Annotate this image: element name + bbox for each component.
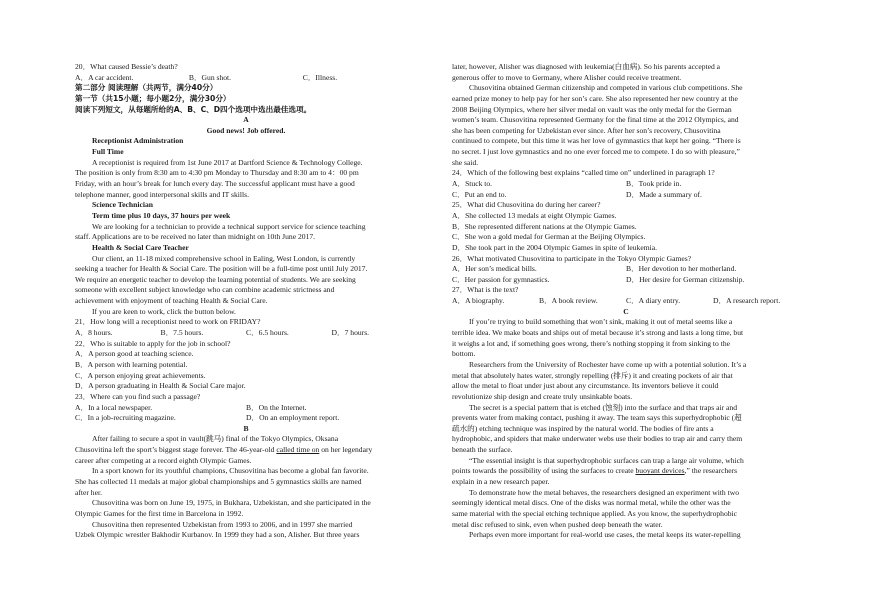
paragraph-line: continued to compete, but this time it was her love of gymnastics that kept her going. “There is xyxy=(452,136,741,146)
passage-b-label: B xyxy=(243,423,249,433)
paragraph-line: after her. xyxy=(75,487,102,497)
paragraph-line: explain in a new research paper. xyxy=(452,476,550,486)
paragraph-line xyxy=(75,445,417,456)
question-27: 27．What is the text? xyxy=(452,285,519,295)
question-24: 24．Which of the following best explains “called time on” underlined in paragraph 1? xyxy=(452,168,715,178)
paragraph-line: She has collected 11 medals at major global championships and 5 gymnastics skills are named xyxy=(75,476,362,486)
job-2-title: Science Technician xyxy=(92,200,153,210)
underlined-phrase: buoyant devices xyxy=(635,466,685,476)
question-25: 25．What did Chusovitina do during her career? xyxy=(452,200,601,210)
paragraph-line: We are looking for a technician to provide a technical support service for science teaching xyxy=(92,221,366,231)
part-2-heading: 第二部分 阅读理解（共两节，满分40分） xyxy=(75,83,218,93)
passage-a-label: A xyxy=(243,115,249,125)
question-20: 20．What caused Bessie’s death? xyxy=(75,62,178,71)
paragraph-line: If you’re trying to build something that won’t sink, making it out of metal seems like a xyxy=(469,317,733,327)
option: C．6.5 hours. xyxy=(246,328,289,338)
option: A．A biography. xyxy=(452,296,505,306)
paragraph-line: hydrophobic, and spiders that make underwater webs use their bodies to trap air and carry them xyxy=(452,434,743,444)
paragraph-line: it weighs a lot and, if something goes wrong, there’s nothing stopping it from sinking to the xyxy=(452,338,730,348)
option: B．She represented different nations at the Olympic Games. xyxy=(452,221,637,231)
question-22: 22．Who is suitable to apply for the job in school? xyxy=(75,338,231,348)
paragraph-line: prevents water from making contact, pushing it away. The team says this superhydrophobic (超 xyxy=(452,413,742,423)
option: D．Her desire for German citizenship. xyxy=(626,274,745,284)
paragraph-line: metal disc refused to sink, even when pushed deep beneath the water. xyxy=(452,519,663,529)
text-run: on her legendary xyxy=(319,445,373,455)
option: C．She won a gold medal for German at the Beijing Olympics. xyxy=(452,232,646,242)
paragraph-line: someone with excellent subject knowledge who can combine academic strictness and xyxy=(75,285,335,295)
option: C．In a job-recruiting magazine. xyxy=(75,413,176,423)
paragraph-line: achievement with enjoyment of teaching Health & Social Care. xyxy=(75,296,268,306)
option: D．A person graduating in Health & Social Care major. xyxy=(75,381,246,391)
question-23-options xyxy=(75,403,417,414)
question-26-options xyxy=(452,264,800,275)
option: D．A research report. xyxy=(713,296,781,306)
paragraph-line: seemingly identical metal discs. One of the disks was normal metal, while the other was the xyxy=(452,498,731,508)
option: C．Illness. xyxy=(302,72,338,82)
option: A．A car accident. xyxy=(75,72,134,82)
option: B．7.5 hours. xyxy=(160,328,204,338)
option: A．In a local newspaper. xyxy=(75,402,153,412)
option: C．Put an end to. xyxy=(452,189,507,199)
passage-c-label: C xyxy=(623,306,629,316)
paragraph-line: metal that absolutely hates water, strongly repelling (排斥) it and creating pockets of air that xyxy=(452,370,733,380)
option: B．A person with learning potential. xyxy=(75,359,188,369)
text-run: points towards the possibility of using the surfaces to create xyxy=(452,466,636,476)
paragraph-line: A receptionist is required from 1st June 2017 at Dartford Science & Technology College. xyxy=(92,157,363,167)
paragraph-line: Chusovitina was born on June 19, 1975, in Bukhara, Uzbekistan, and she participated in the xyxy=(92,498,371,508)
option: B．Took pride in. xyxy=(626,179,682,189)
paragraph-line: no secret. I just love gymnastics and no one ever forced me to compete. I do so with pleasure,” xyxy=(452,147,740,157)
question-23: 23．Where can you find such a passage? xyxy=(75,391,201,401)
option: D．Made a summary of. xyxy=(626,189,702,199)
option: B．On the Internet. xyxy=(246,402,307,412)
option: B．Her devotion to her motherland. xyxy=(626,264,737,274)
paragraph-line: Uzbek Olympic wrestler Bakhodir Kurbanov. In 1999 they had a son, Alisher. But three years xyxy=(75,530,360,540)
paragraph-line: After failing to secure a spot in vault(跳马) final of the Tokyo Olympics, Oksana xyxy=(92,434,339,444)
paragraph-line: The secret is a special pattern that is etched (蚀刻) into the surface and that traps air and xyxy=(469,402,737,412)
option: B．A book review. xyxy=(539,296,598,306)
paragraph-line: To demonstrate how the metal behaves, the researchers designed an experiment with two xyxy=(469,487,740,497)
question-26: 26．What motivated Chusovitina to participate in the Tokyo Olympic Games? xyxy=(452,253,692,263)
question-21-options xyxy=(75,328,417,339)
paragraph-line xyxy=(452,466,800,477)
job-2-subtitle: Term time plus 10 days, 37 hours per week xyxy=(92,210,231,220)
paragraph-line: bottom. xyxy=(452,349,476,359)
question-27-options xyxy=(452,296,800,307)
paragraph-line: career after competing at a record eighth Olympic Games. xyxy=(75,455,252,465)
paragraph-line: Our client, an 11-18 mixed comprehensive school in Ealing, West London, is currently xyxy=(92,253,356,263)
paragraph-line: later, however, Alisher was diagnosed with leukemia(白血病). So his parents accepted a xyxy=(452,62,721,71)
paragraph-line: allow the metal to float under just about any circumstance. Its inventors believe it could xyxy=(452,381,719,391)
question-24-options xyxy=(452,190,800,201)
paragraph-line: she said. xyxy=(452,157,479,167)
option: C．Her passion for gymnastics. xyxy=(452,274,550,284)
job-3-title: Health & Social Care Teacher xyxy=(92,242,189,252)
paragraph-line: seeking a teacher for Health & Social Care. The position will be a full-time post until July 2017. xyxy=(75,264,368,274)
text-run: Chusovitina left the sport’s biggest stage forever. The 46-year-old xyxy=(75,445,277,455)
job-1-title: Receptionist Administration xyxy=(92,136,184,146)
section-1-heading: 第一节（共15小题；每小题2分，满分30分） xyxy=(75,93,231,103)
right-column xyxy=(452,62,800,541)
option: D．She took part in the 2004 Olympic Games in spite of leukemia. xyxy=(452,242,657,252)
paragraph-line: In a sport known for its youthful champions, Chusovitina has become a global fan favorite. xyxy=(92,466,369,476)
option: D．On an employment report. xyxy=(246,413,340,423)
question-23-options xyxy=(75,413,417,424)
job-1-subtitle: Full Time xyxy=(92,147,124,157)
paragraph-line: earned prize money to help pay for her son’s care. She also represented her new country at the xyxy=(452,93,738,103)
option: C．A person enjoying great achievements. xyxy=(75,370,206,380)
paragraph-line: she has been competing for Uzbekistan ever since. After her son’s recovery, Chusovitina xyxy=(452,125,721,135)
paragraph-line: Friday, with an hour’s break for lunch every day. The successful applicant must have a good xyxy=(75,179,355,189)
option: D．7 hours. xyxy=(331,328,370,338)
paragraph-line: women’s team. Chusovitina represented Germany for the final time at the 2012 Olympics, and xyxy=(452,115,739,125)
paragraph-line: staff. Applications are to be received no later than midnight on 10th June 2017. xyxy=(75,232,316,242)
paragraph-line: revolutionize ship design and create truly unsinkable boats. xyxy=(452,391,633,401)
question-24-options xyxy=(452,179,800,190)
question-21: 21．How long will a receptionist need to work on FRIDAY? xyxy=(75,317,261,327)
paragraph-line: Chusovitina obtained German citizenship and competed in various club competitions. She xyxy=(469,83,743,93)
ad-title: Good news! Job offered. xyxy=(206,125,286,135)
option: A．Stuck to. xyxy=(452,179,493,189)
paragraph-line: terrible idea. We make boats and ships out of metal because it’s strong and lasts a long time, but xyxy=(452,328,744,338)
keen-line: If you are keen to work, click the button below. xyxy=(92,306,236,316)
paragraph-line: 2008 Beijing Olympics, where her silver medal on vault was the only medal for the German xyxy=(452,104,732,114)
paragraph-line: telephone manner, good interpersonal skills and IT skills. xyxy=(75,189,249,199)
paragraph-line: Perhaps even more important for real-world use cases, the metal keeps its water-repelling xyxy=(469,530,741,540)
left-column xyxy=(75,62,417,541)
option: A．She collected 13 medals at eight Olympic Games. xyxy=(452,210,617,220)
instructions: 阅读下列短文，从每题所给的A、B、C、D四个选项中选出最佳选项。 xyxy=(75,104,312,114)
paragraph-line: Chusovitina then represented Uzbekistan from 1993 to 2006, and in 1997 she married xyxy=(92,519,353,529)
option: A．Her son’s medical bills. xyxy=(452,264,537,274)
option: C．A diary entry. xyxy=(626,296,681,306)
paragraph-line: 疏水的) etching technique was inspired by the natural world. The bodies of fire ants a xyxy=(452,423,714,433)
paragraph-line: We require an energetic teacher to develop the learning potential of students. We are seeking xyxy=(75,274,356,284)
option: A．8 hours. xyxy=(75,328,113,338)
paragraph-line: Researchers from the University of Rochester have come up with a potential solution. It’s a xyxy=(469,359,747,369)
paragraph-line: “The essential insight is that superhydrophobic surfaces can trap a large air volume, which xyxy=(469,455,744,465)
paragraph-line: The position is only from 8:30 am to 4:30 pm Monday to Thursday and 8:30 am to 4：00 pm xyxy=(75,168,359,178)
text-run: ,” the researchers xyxy=(684,466,738,476)
paragraph-line: generous offer to move to Germany, where Alisher could receive treatment. xyxy=(452,72,682,82)
question-20-options xyxy=(75,73,417,84)
question-26-options xyxy=(452,275,800,286)
underlined-phrase: called time on xyxy=(276,445,320,455)
paragraph-line: same material with the special etching technique applied. As you know, the superhydrophobic xyxy=(452,508,738,518)
paragraph-line: beneath the surface. xyxy=(452,445,513,455)
paragraph-line: Olympic Games for the first time in Barcelona in 1992. xyxy=(75,508,244,518)
option: A．A person good at teaching science. xyxy=(75,349,194,359)
option: B．Gun shot. xyxy=(188,72,232,82)
